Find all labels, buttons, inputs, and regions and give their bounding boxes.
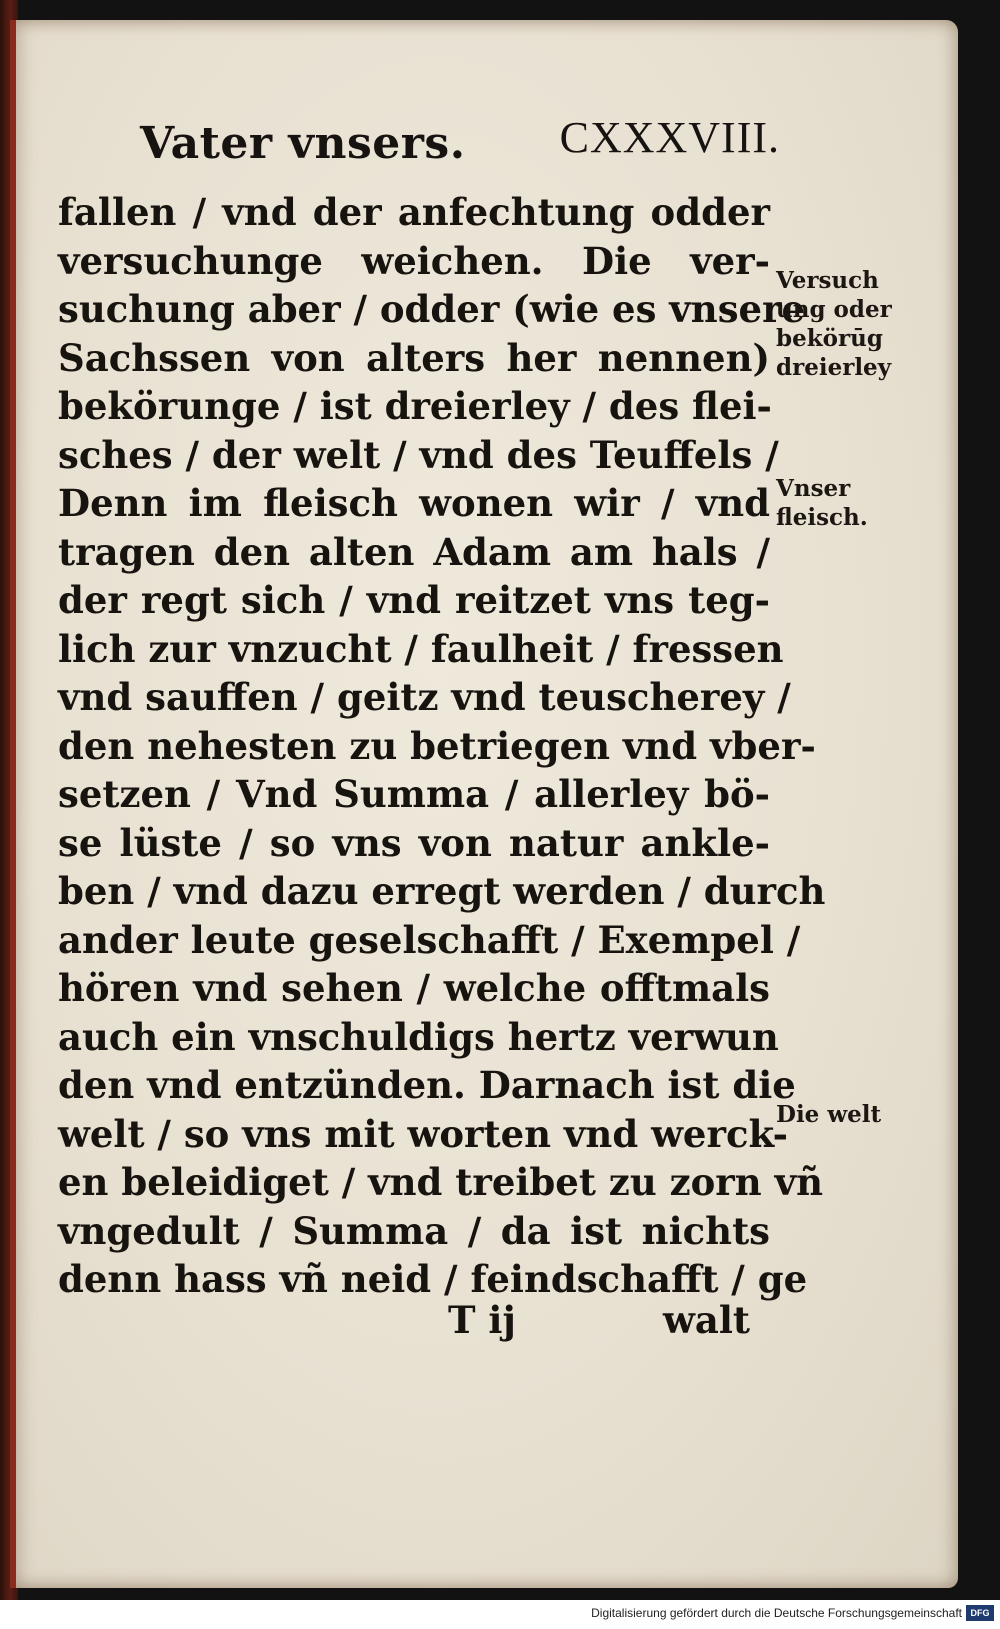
marginal-line: Versuch	[776, 267, 879, 294]
text-line: den vnd entzünden. Darnach ist die	[58, 1063, 796, 1107]
folio-number: CXXXVIII.	[559, 113, 780, 162]
text-line: denn hass vñ neid / feindschafft / ge	[58, 1257, 808, 1301]
marginal-note-fleisch	[776, 474, 916, 532]
marginal-note-welt	[776, 1100, 916, 1129]
text-line: versuchunge weichen. Die ver-	[58, 238, 770, 283]
marginal-line: bekörūg	[776, 325, 883, 352]
running-title: Vater vnsers.	[140, 118, 466, 169]
text-line: se lüste / so vns von natur ankle-	[58, 820, 770, 865]
footer-credit: Digitalisierung gefördert durch die Deutsche Forschungsgemeinschaft	[591, 1606, 962, 1620]
text-line: ander leute geselschafft / Exempel /	[58, 917, 801, 962]
signature-mark: T ij	[448, 1298, 516, 1342]
page-header	[140, 112, 780, 182]
text-line: vngedult / Summa / da ist nichts	[58, 1208, 770, 1253]
marginal-line: dreierley	[776, 354, 892, 381]
text-line: sches / der welt / vnd des Teuffels /	[58, 432, 779, 477]
text-line: setzen / Vnd Summa / allerley bö-	[58, 772, 770, 816]
page-red-edge	[10, 20, 16, 1588]
text-line: den nehesten zu betriegen vnd vber-	[58, 723, 816, 768]
dfg-logo-icon: DFG	[966, 1605, 994, 1621]
catchword: walt	[663, 1298, 750, 1342]
text-line: tragen den alten Adam am hals /	[58, 529, 770, 574]
text-line: Denn im fleisch wonen wir / vnd	[58, 481, 770, 525]
digitization-footer	[0, 1600, 1000, 1629]
text-line: Sachssen von alters her nennen)	[58, 335, 770, 380]
text-line: fallen / vnd der anfechtung odder	[58, 190, 770, 234]
text-line: auch ein vnschuldigs hertz verwun	[58, 1014, 779, 1059]
marginal-line: ung oder	[776, 296, 892, 323]
text-line: bekörunge / ist dreierley / des flei-	[58, 384, 772, 428]
text-line: vnd sauffen / geitz vnd teuscherey /	[58, 675, 791, 719]
text-line: hören vnd sehen / welche offtmals	[58, 966, 770, 1010]
text-line: ben / vnd dazu erregt werden / durch	[58, 869, 826, 913]
text-line: suchung aber / odder (wie es vnsere	[58, 287, 806, 331]
text-line: en beleidiget / vnd treibet zu zorn vñ	[58, 1160, 823, 1204]
marginal-line: fleisch.	[776, 504, 868, 531]
marginal-line: Vnser	[776, 475, 851, 502]
marginal-line: Die welt	[776, 1101, 882, 1128]
text-line: welt / so vns mit worten vnd werck-	[58, 1111, 788, 1156]
text-line: lich zur vnzucht / faulheit / fressen	[58, 626, 784, 671]
marginal-note-versuchung	[776, 266, 916, 382]
main-text-block	[58, 188, 826, 1304]
text-line: der regt sich / vnd reitzet vns teg-	[58, 578, 770, 622]
catchline	[420, 1298, 750, 1348]
